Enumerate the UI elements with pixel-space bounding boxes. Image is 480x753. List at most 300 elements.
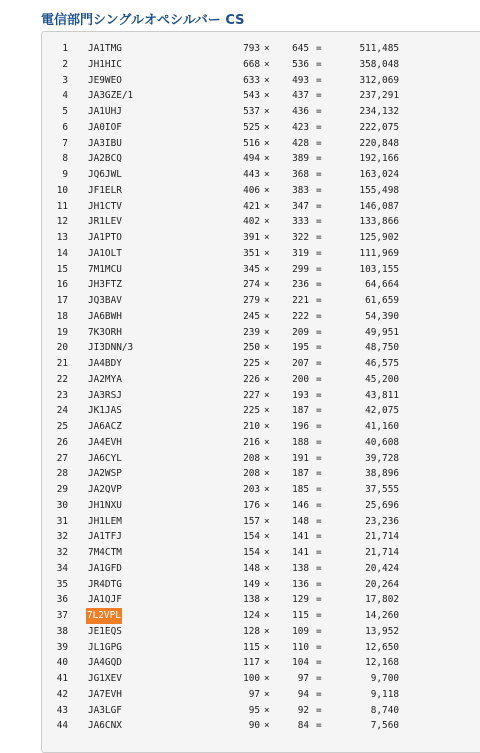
equals-sign: = — [316, 704, 322, 716]
qso-count-cell: 210 — [243, 421, 260, 432]
rank-cell: 22 — [56, 373, 68, 385]
times-sign: × — [264, 389, 270, 401]
score-cell: 9,118 — [370, 688, 399, 700]
qso-count-cell: 225 — [243, 358, 260, 369]
multiplier-cell: 129 — [292, 594, 309, 606]
times-sign: × — [264, 169, 270, 180]
multiplier-cell: 115 — [292, 610, 309, 621]
rank-cell: 2 — [62, 58, 68, 70]
qso-count-cell: 176 — [243, 499, 260, 511]
times-sign: × — [264, 216, 270, 228]
result-row — [0, 151, 480, 167]
multiplier-cell: 437 — [292, 90, 309, 102]
equals-sign: = — [316, 74, 322, 86]
multiplier-cell: 84 — [297, 720, 309, 732]
callsign-cell: JA2WSP — [88, 468, 122, 480]
qso-count-cell: 543 — [243, 90, 260, 102]
callsign-cell: 7K3ORH — [88, 326, 122, 338]
times-sign: × — [264, 421, 270, 432]
equals-sign: = — [316, 200, 322, 212]
callsign-cell: JA3LGF — [88, 704, 122, 716]
result-row — [0, 608, 480, 624]
equals-sign: = — [316, 436, 322, 448]
equals-sign: = — [316, 137, 322, 149]
equals-sign: = — [316, 216, 322, 228]
multiplier-cell: 195 — [292, 342, 309, 354]
result-row — [0, 372, 480, 388]
multiplier-cell: 322 — [292, 232, 309, 243]
times-sign: × — [264, 688, 270, 700]
times-sign: × — [264, 200, 270, 212]
rank-cell: 41 — [56, 673, 68, 684]
qso-count-cell: 149 — [243, 578, 260, 590]
score-cell: 38,896 — [365, 468, 399, 480]
rank-cell: 34 — [56, 562, 68, 574]
score-cell: 42,075 — [365, 405, 399, 417]
rank-cell: 30 — [56, 499, 68, 511]
qso-count-cell: 391 — [243, 232, 260, 243]
score-cell: 41,160 — [365, 421, 399, 432]
score-cell: 103,155 — [359, 263, 399, 275]
multiplier-cell: 383 — [292, 184, 309, 196]
qso-count-cell: 95 — [248, 704, 260, 716]
times-sign: × — [264, 358, 270, 369]
times-sign: × — [264, 326, 270, 338]
multiplier-cell: 645 — [292, 43, 309, 54]
callsign-cell: JG1XEV — [88, 673, 122, 684]
times-sign: × — [264, 74, 270, 86]
multiplier-cell: 92 — [297, 704, 309, 716]
score-cell: 43,811 — [365, 389, 399, 401]
times-sign: × — [264, 641, 270, 653]
result-row — [0, 545, 480, 561]
equals-sign: = — [316, 184, 322, 196]
qso-count-cell: 537 — [243, 106, 260, 117]
multiplier-cell: 196 — [292, 421, 309, 432]
rank-cell: 32 — [56, 531, 68, 543]
rank-cell: 4 — [62, 90, 68, 102]
qso-count-cell: 203 — [243, 484, 260, 495]
multiplier-cell: 141 — [292, 531, 309, 543]
rank-cell: 13 — [56, 232, 68, 243]
result-row — [0, 687, 480, 703]
qso-count-cell: 351 — [243, 247, 260, 259]
multiplier-cell: 104 — [292, 657, 309, 669]
rank-cell: 11 — [56, 200, 68, 212]
equals-sign: = — [316, 342, 322, 354]
callsign-cell: JA1TFJ — [88, 531, 122, 543]
rank-cell: 24 — [56, 405, 68, 417]
rank-cell: 39 — [56, 641, 68, 653]
score-cell: 20,424 — [365, 562, 399, 574]
times-sign: × — [264, 121, 270, 133]
score-cell: 23,236 — [365, 515, 399, 527]
times-sign: × — [264, 484, 270, 495]
qso-count-cell: 402 — [243, 216, 260, 228]
multiplier-cell: 236 — [292, 279, 309, 291]
times-sign: × — [264, 184, 270, 196]
result-row — [0, 167, 480, 183]
score-cell: 21,714 — [365, 547, 399, 558]
callsign-cell: JQ3BAV — [88, 295, 122, 306]
equals-sign: = — [316, 279, 322, 291]
score-cell: 220,848 — [359, 137, 399, 149]
times-sign: × — [264, 531, 270, 543]
callsign-cell: JE1EQS — [88, 625, 122, 637]
result-row — [0, 514, 480, 530]
times-sign: × — [264, 610, 270, 621]
multiplier-cell: 110 — [292, 641, 309, 653]
multiplier-cell: 138 — [292, 562, 309, 574]
result-row — [0, 640, 480, 656]
equals-sign: = — [316, 499, 322, 511]
qso-count-cell: 148 — [243, 562, 260, 574]
times-sign: × — [264, 342, 270, 354]
rank-cell: 12 — [56, 216, 68, 228]
qso-count-cell: 216 — [243, 436, 260, 448]
times-sign: × — [264, 625, 270, 637]
callsign-cell: JI3DNN/3 — [88, 342, 134, 354]
rank-cell: 17 — [56, 295, 68, 306]
qso-count-cell: 227 — [243, 389, 260, 401]
rank-cell: 25 — [56, 421, 68, 432]
qso-count-cell: 124 — [243, 610, 260, 621]
rank-cell: 14 — [56, 247, 68, 259]
times-sign: × — [264, 594, 270, 606]
qso-count-cell: 525 — [243, 121, 260, 133]
multiplier-cell: 209 — [292, 326, 309, 338]
equals-sign: = — [316, 547, 322, 558]
rank-cell: 7 — [62, 137, 68, 149]
result-row — [0, 262, 480, 278]
callsign-cell: JA6ACZ — [88, 421, 122, 432]
callsign-cell: JH1LEM — [88, 515, 122, 527]
callsign-cell: JA0IOF — [88, 121, 122, 133]
multiplier-cell: 185 — [292, 484, 309, 495]
result-row — [0, 293, 480, 309]
multiplier-cell: 333 — [292, 216, 309, 228]
callsign-cell: JA1GFD — [88, 562, 122, 574]
qso-count-cell: 117 — [243, 657, 260, 669]
rank-cell: 20 — [56, 342, 68, 354]
multiplier-cell: 146 — [292, 499, 309, 511]
times-sign: × — [264, 373, 270, 385]
score-cell: 12,168 — [365, 657, 399, 669]
equals-sign: = — [316, 106, 322, 117]
multiplier-cell: 423 — [292, 121, 309, 133]
rank-cell: 3 — [62, 74, 68, 86]
equals-sign: = — [316, 562, 322, 574]
equals-sign: = — [316, 452, 322, 464]
times-sign: × — [264, 43, 270, 54]
callsign-cell: JA7EVH — [88, 688, 122, 700]
result-row — [0, 671, 480, 687]
multiplier-cell: 428 — [292, 137, 309, 149]
times-sign: × — [264, 58, 270, 70]
rank-cell: 9 — [62, 169, 68, 180]
result-row — [0, 277, 480, 293]
score-cell: 133,866 — [359, 216, 399, 228]
callsign-cell: JA3IBU — [88, 137, 122, 149]
times-sign: × — [264, 562, 270, 574]
rank-cell: 38 — [56, 625, 68, 637]
score-cell: 17,802 — [365, 594, 399, 606]
rank-cell: 10 — [56, 184, 68, 196]
callsign-cell: JH1HIC — [88, 58, 122, 70]
equals-sign: = — [316, 389, 322, 401]
multiplier-cell: 187 — [292, 405, 309, 417]
qso-count-cell: 279 — [243, 295, 260, 306]
multiplier-cell: 94 — [297, 688, 309, 700]
score-cell: 40,608 — [365, 436, 399, 448]
callsign-cell: JA2MYA — [88, 373, 122, 385]
times-sign: × — [264, 547, 270, 558]
equals-sign: = — [316, 421, 322, 432]
equals-sign: = — [316, 531, 322, 543]
result-row — [0, 529, 480, 545]
qso-count-cell: 494 — [243, 153, 260, 165]
result-row — [0, 199, 480, 215]
times-sign: × — [264, 720, 270, 732]
qso-count-cell: 90 — [248, 720, 260, 732]
equals-sign: = — [316, 625, 322, 637]
times-sign: × — [264, 673, 270, 684]
callsign-cell: JA3GZE/1 — [88, 90, 134, 102]
page-title: 電信部門シングルオペシルバー CS — [41, 13, 245, 28]
equals-sign: = — [316, 310, 322, 322]
equals-sign: = — [316, 90, 322, 102]
result-row — [0, 340, 480, 356]
callsign-cell: JE9WEO — [88, 74, 122, 86]
callsign-cell: JA4EVH — [88, 436, 122, 448]
equals-sign: = — [316, 468, 322, 480]
result-row — [0, 435, 480, 451]
score-cell: 163,024 — [359, 169, 399, 180]
qso-count-cell: 421 — [243, 200, 260, 212]
qso-count-cell: 239 — [243, 326, 260, 338]
equals-sign: = — [316, 58, 322, 70]
score-cell: 234,132 — [359, 106, 399, 117]
multiplier-cell: 207 — [292, 358, 309, 369]
qso-count-cell: 345 — [243, 263, 260, 275]
callsign-cell: JA6CNX — [88, 720, 122, 732]
multiplier-cell: 136 — [292, 578, 309, 590]
score-cell: 312,069 — [359, 74, 399, 86]
rank-cell: 26 — [56, 436, 68, 448]
times-sign: × — [264, 657, 270, 669]
results-list — [0, 41, 480, 734]
multiplier-cell: 193 — [292, 389, 309, 401]
multiplier-cell: 222 — [292, 310, 309, 322]
qso-count-cell: 225 — [243, 405, 260, 417]
qso-count-cell: 516 — [243, 137, 260, 149]
result-row — [0, 73, 480, 89]
equals-sign: = — [316, 43, 322, 54]
qso-count-cell: 406 — [243, 184, 260, 196]
qso-count-cell: 154 — [243, 547, 260, 558]
rank-cell: 18 — [56, 310, 68, 322]
rank-cell: 19 — [56, 326, 68, 338]
rank-cell: 44 — [56, 720, 68, 732]
score-cell: 21,714 — [365, 531, 399, 543]
equals-sign: = — [316, 247, 322, 259]
times-sign: × — [264, 452, 270, 464]
rank-cell: 37 — [56, 610, 68, 621]
rank-cell: 31 — [56, 515, 68, 527]
result-row — [0, 246, 480, 262]
score-cell: 46,575 — [365, 358, 399, 369]
score-cell: 192,166 — [359, 153, 399, 165]
multiplier-cell: 347 — [292, 200, 309, 212]
result-row — [0, 419, 480, 435]
callsign-cell: JH1CTV — [88, 200, 122, 212]
qso-count-cell: 793 — [243, 43, 260, 54]
callsign-cell: JA2BCQ — [88, 153, 122, 165]
equals-sign: = — [316, 263, 322, 275]
multiplier-cell: 536 — [292, 58, 309, 70]
score-cell: 20,264 — [365, 578, 399, 590]
callsign-cell: JA4BDY — [88, 358, 122, 369]
score-cell: 8,740 — [370, 704, 399, 716]
times-sign: × — [264, 578, 270, 590]
equals-sign: = — [316, 121, 322, 133]
result-row — [0, 325, 480, 341]
rank-cell: 36 — [56, 594, 68, 606]
score-cell: 48,750 — [365, 342, 399, 354]
score-cell: 39,728 — [365, 452, 399, 464]
multiplier-cell: 221 — [292, 295, 309, 306]
rank-cell: 43 — [56, 704, 68, 716]
qso-count-cell: 100 — [243, 673, 260, 684]
qso-count-cell: 274 — [243, 279, 260, 291]
result-row — [0, 41, 480, 57]
times-sign: × — [264, 153, 270, 165]
equals-sign: = — [316, 641, 322, 653]
rank-cell: 40 — [56, 657, 68, 669]
score-cell: 64,664 — [365, 279, 399, 291]
callsign-cell: JA1TMG — [88, 43, 122, 54]
score-cell: 222,075 — [359, 121, 399, 133]
multiplier-cell: 97 — [297, 673, 309, 684]
callsign-cell: JA2QVP — [88, 484, 122, 495]
rank-cell: 28 — [56, 468, 68, 480]
result-row — [0, 214, 480, 230]
qso-count-cell: 668 — [243, 58, 260, 70]
callsign-cell: 7M1MCU — [88, 263, 122, 275]
qso-count-cell: 138 — [243, 594, 260, 606]
times-sign: × — [264, 704, 270, 716]
multiplier-cell: 389 — [292, 153, 309, 165]
score-cell: 511,485 — [359, 43, 399, 54]
result-row — [0, 561, 480, 577]
multiplier-cell: 493 — [292, 74, 309, 86]
score-cell: 61,659 — [365, 295, 399, 306]
times-sign: × — [264, 279, 270, 291]
multiplier-cell: 191 — [292, 452, 309, 464]
result-row — [0, 703, 480, 719]
multiplier-cell: 141 — [292, 547, 309, 558]
multiplier-cell: 200 — [292, 373, 309, 385]
times-sign: × — [264, 90, 270, 102]
result-row — [0, 624, 480, 640]
multiplier-cell: 188 — [292, 436, 309, 448]
result-row — [0, 183, 480, 199]
result-row — [0, 356, 480, 372]
result-row — [0, 451, 480, 467]
rank-cell: 16 — [56, 279, 68, 291]
score-cell: 146,087 — [359, 200, 399, 212]
callsign-cell: JL1GPG — [88, 641, 122, 653]
score-cell: 37,555 — [365, 484, 399, 495]
callsign-cell: JH3FTZ — [88, 279, 122, 291]
qso-count-cell: 157 — [243, 515, 260, 527]
qso-count-cell: 250 — [243, 342, 260, 354]
result-row — [0, 577, 480, 593]
rank-cell: 23 — [56, 389, 68, 401]
qso-count-cell: 208 — [243, 468, 260, 480]
rank-cell: 27 — [56, 452, 68, 464]
result-row — [0, 466, 480, 482]
multiplier-cell: 148 — [292, 515, 309, 527]
result-row — [0, 592, 480, 608]
callsign-cell: JK1JAS — [88, 405, 122, 417]
equals-sign: = — [316, 295, 322, 306]
callsign-cell: JH1NXU — [88, 499, 122, 511]
score-cell: 125,902 — [359, 232, 399, 243]
result-row — [0, 88, 480, 104]
equals-sign: = — [316, 673, 322, 684]
equals-sign: = — [316, 720, 322, 732]
rank-cell: 32 — [56, 547, 68, 558]
multiplier-cell: 368 — [292, 169, 309, 180]
callsign-cell: JA1UHJ — [88, 106, 122, 117]
callsign-cell: 7L2VPL — [86, 608, 122, 624]
callsign-cell: JF1ELR — [88, 184, 122, 196]
times-sign: × — [264, 263, 270, 275]
score-cell: 9,700 — [370, 673, 399, 684]
equals-sign: = — [316, 688, 322, 700]
result-row — [0, 655, 480, 671]
equals-sign: = — [316, 358, 322, 369]
callsign-cell: JA3RSJ — [88, 389, 122, 401]
equals-sign: = — [316, 326, 322, 338]
qso-count-cell: 633 — [243, 74, 260, 86]
times-sign: × — [264, 106, 270, 117]
score-cell: 25,696 — [365, 499, 399, 511]
times-sign: × — [264, 515, 270, 527]
times-sign: × — [264, 310, 270, 322]
multiplier-cell: 109 — [292, 625, 309, 637]
multiplier-cell: 299 — [292, 263, 309, 275]
times-sign: × — [264, 499, 270, 511]
result-row — [0, 120, 480, 136]
equals-sign: = — [316, 373, 322, 385]
callsign-cell: JA6BWH — [88, 310, 122, 322]
multiplier-cell: 319 — [292, 247, 309, 259]
rank-cell: 8 — [62, 153, 68, 165]
callsign-cell: JA1PTO — [88, 232, 122, 243]
equals-sign: = — [316, 484, 322, 495]
score-cell: 13,952 — [365, 625, 399, 637]
rank-cell: 15 — [56, 263, 68, 275]
result-row — [0, 57, 480, 73]
rank-cell: 29 — [56, 484, 68, 495]
result-row — [0, 230, 480, 246]
times-sign: × — [264, 232, 270, 243]
result-row — [0, 498, 480, 514]
qso-count-cell: 154 — [243, 531, 260, 543]
result-row — [0, 309, 480, 325]
